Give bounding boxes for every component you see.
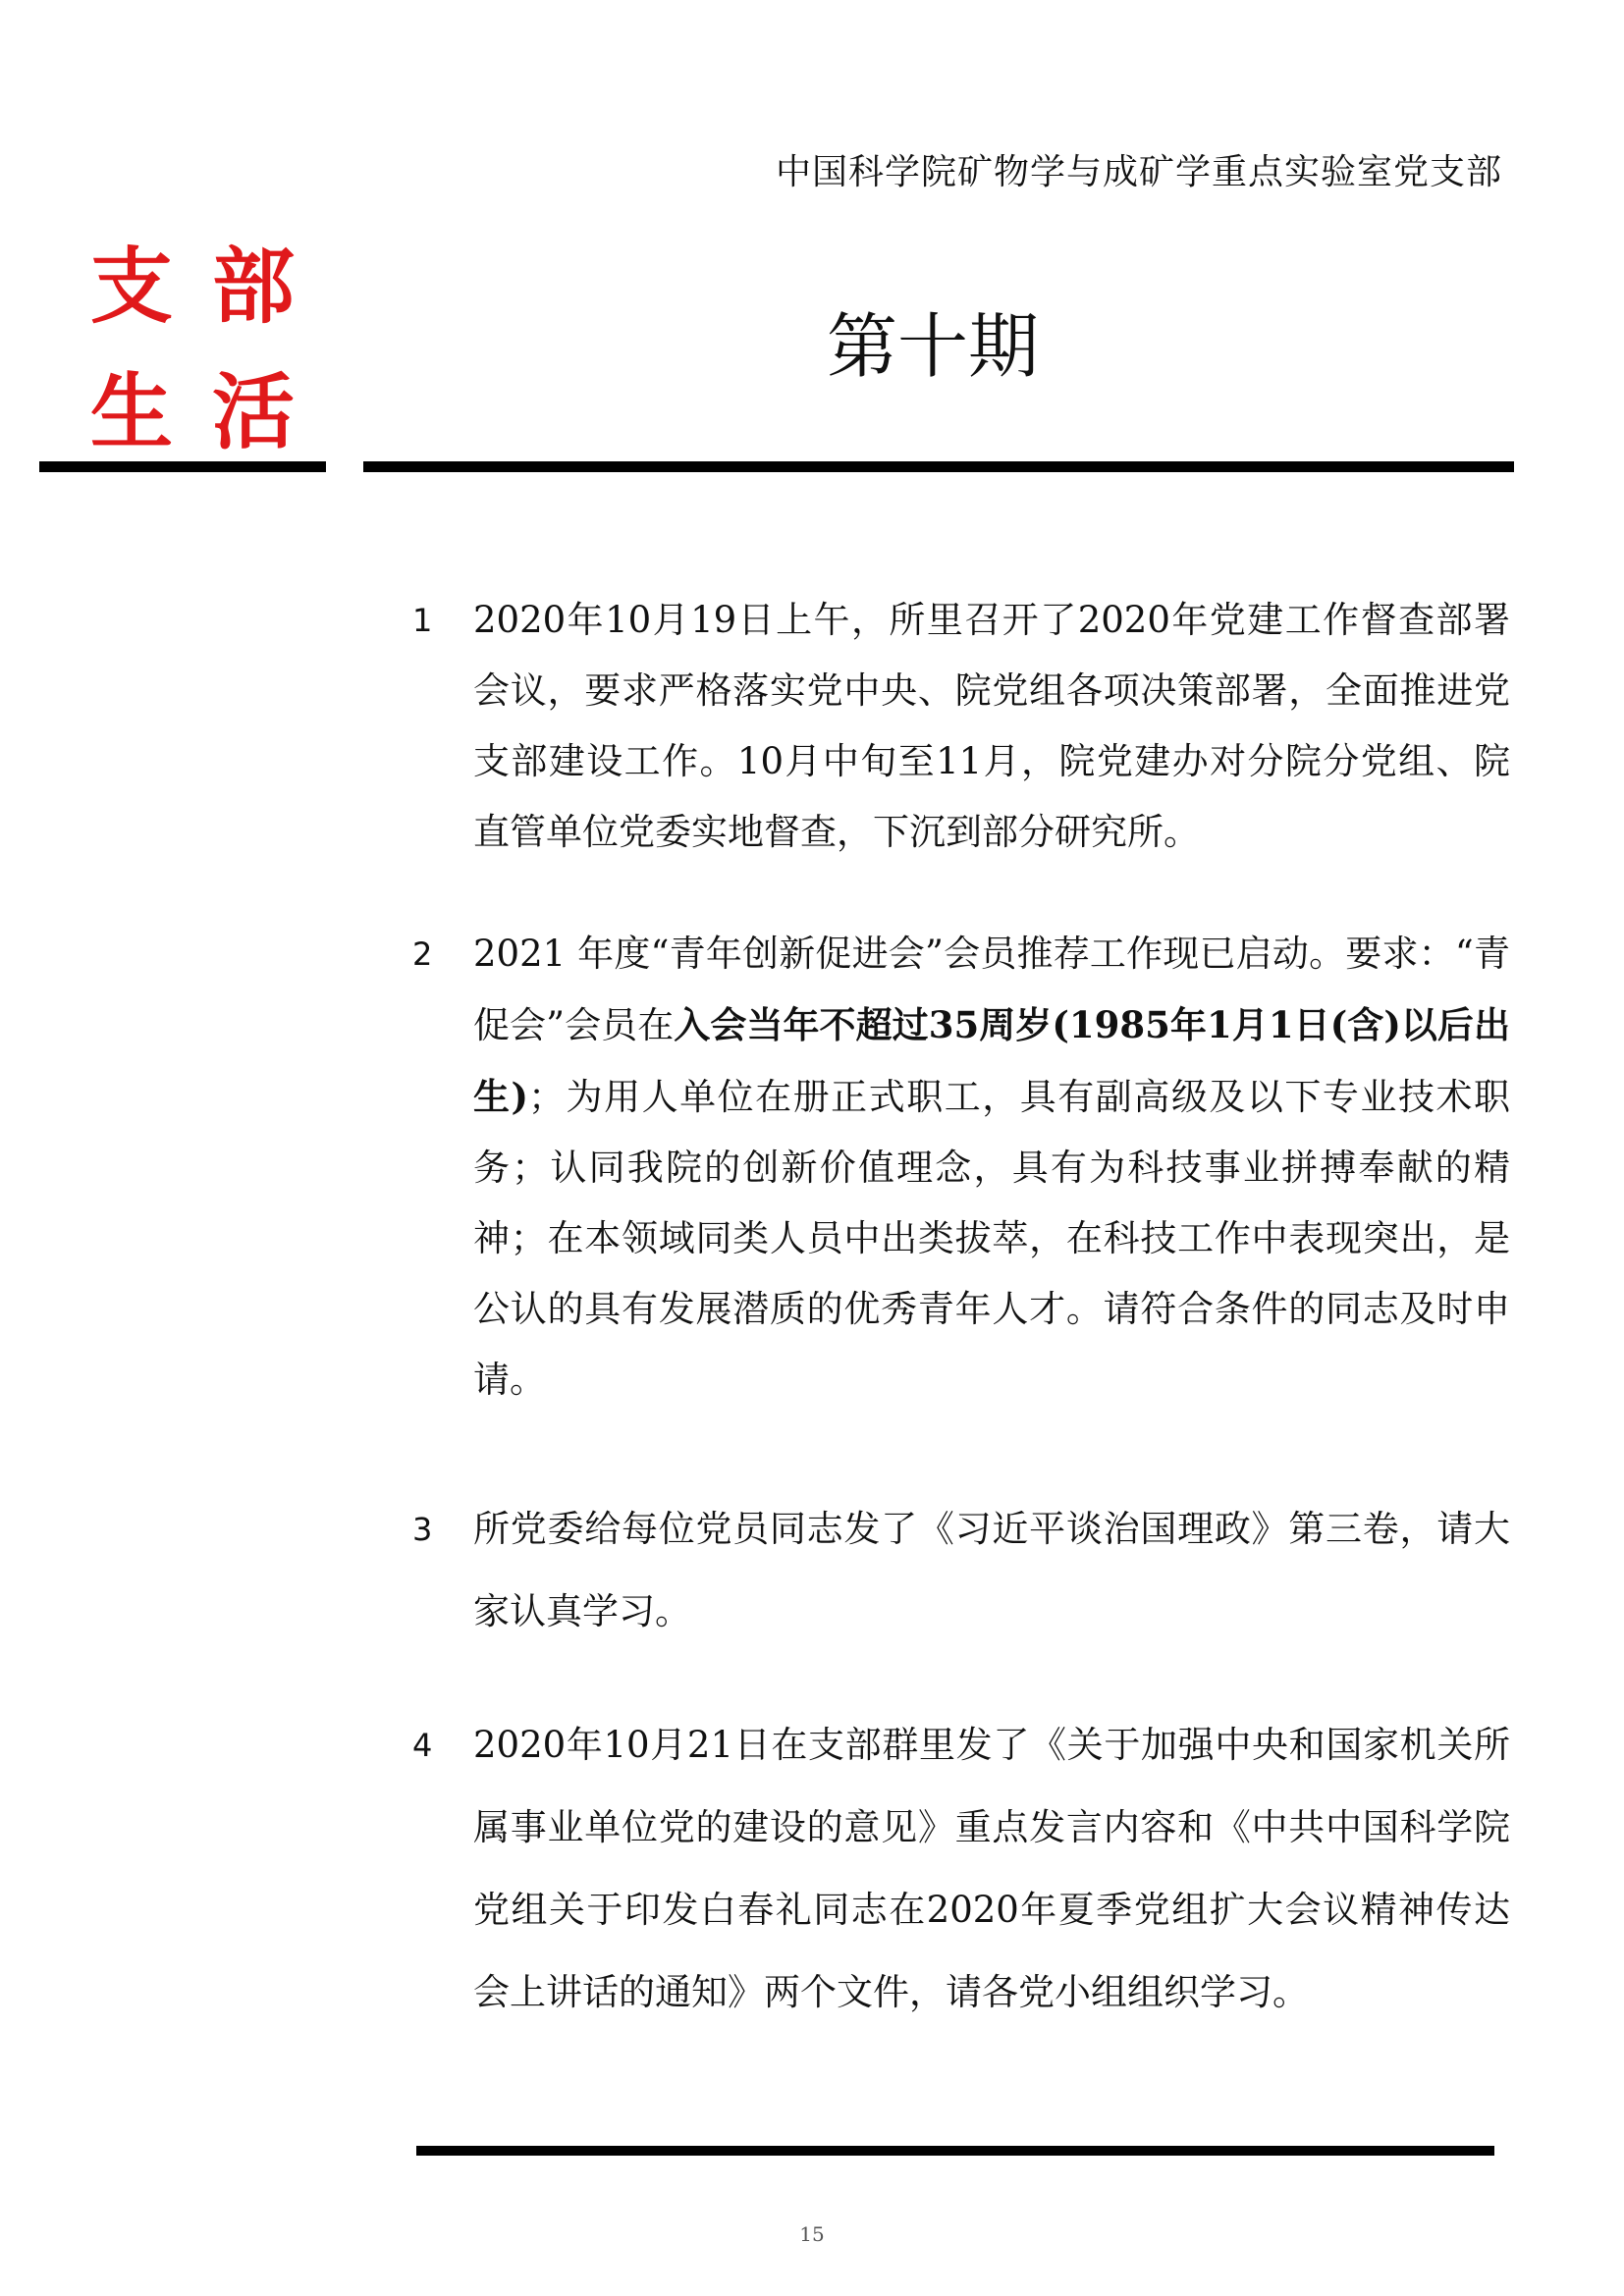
header-rule-left [39, 461, 326, 472]
organization-name: 中国科学院矿物学与成矿学重点实验室党支部 [775, 152, 1502, 192]
logo-line-1: 支部 [90, 239, 335, 335]
logo-line-2: 生活 [90, 364, 335, 460]
issue-title: 第十期 [826, 305, 1039, 388]
item-text-intro: 2021 年度“青年创新促进会”会员推荐工作现已启动。要求：“青促会”会员在 [473, 933, 1510, 1046]
item-number: 1 [412, 602, 433, 639]
item-text [473, 919, 1510, 1415]
item-text: 2020年10月21日在支部群里发了《关于加强中央和国家机关所属事业单位党的建设的意见》重点发言内容和《中共中国科学院党组关于印发白春礼同志在2020年夏季党组扩大会议精神传达会上讲话的通知》两个文件，请各党小组组织学习。 [473, 1724, 1510, 2013]
item-number: 2 [412, 935, 433, 973]
item-text-emphasis: 入会当年不超过35周岁(1985年1月1日(含)以后出生) [473, 1003, 1510, 1118]
item-number: 3 [412, 1511, 433, 1548]
item-text: 2020年10月19日上午，所里召开了2020年党建工作督查部署会议，要求严格落实党中央、院党组各项决策部署，全面推进党支部建设工作。10月中旬至11月，院党建办对分院分党组、院直管单位党委实地督查，下沉到部分研究所。 [473, 599, 1510, 853]
item-text-conditions: ；为用人单位在册正式职工，具有副高级及以下专业技术职务；认同我院的创新价值理念，具有为科技事业拼搏奉献的精神；在本领域同类人员中出类拔萃，在科技工作中表现突出，是公认的具有发展潜质的优秀青年人才。请符合条件的同志及时申请。 [473, 1076, 1510, 1401]
item-number: 4 [412, 1727, 433, 1764]
item-text: 所党委给每位党员同志发了《习近平谈治国理政》第三卷，请大家认真学习。 [473, 1508, 1510, 1632]
section-logo [90, 224, 346, 475]
header-rule-right [363, 461, 1514, 472]
page-number: 15 [799, 2222, 825, 2246]
footer-rule [416, 2146, 1494, 2156]
